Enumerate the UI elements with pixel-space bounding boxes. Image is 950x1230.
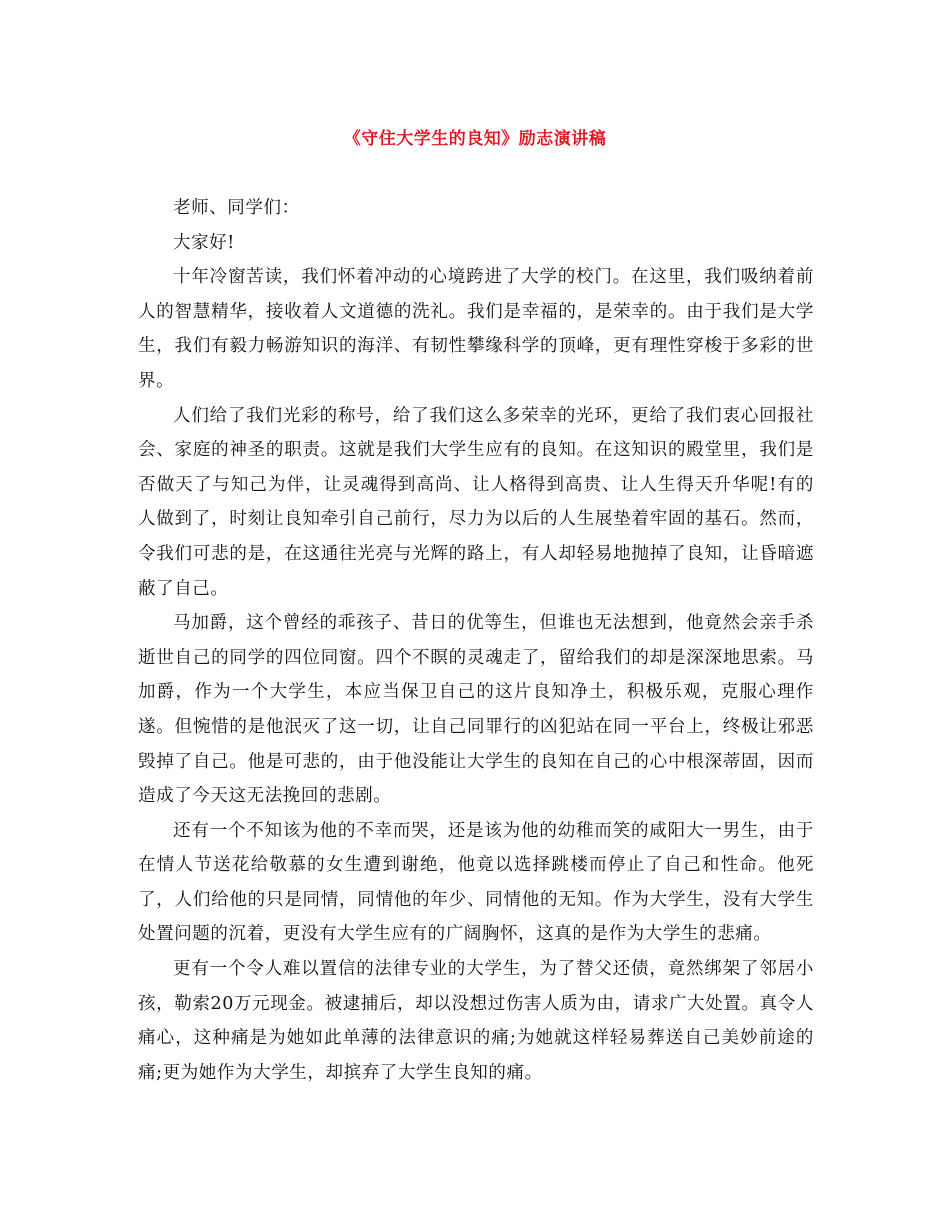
salutation: 老师、同学们：: [173, 198, 300, 218]
paragraph-2: 人们给了我们光彩的称号，给了我们这么多荣幸的光环，更给了我们衷心回报社会、家庭的神圣的职责。这就是我们大学生应有的良知。在这知识的殿堂里，我们是否做天了与知己为伴，让灵魂得到高尚、让人格得到高贵、让人生得天升华呢!有的人做到了，时刻让良知牵引自己前行，尽力为以后的人生展垫着牢固的基石。然而，令我们可悲的是，在这通往光亮与光辉的路上，有人却轻易地抛掉了良知，让昏暗遮蔽了自己。: [138, 405, 814, 599]
paragraph-3: 马加爵，这个曾经的乖孩子、昔日的优等生，但谁也无法想到，他竟然会亲手杀逝世自己的同学的四位同窗。四个不瞑的灵魂走了，留给我们的却是深深地思索。马加爵，作为一个大学生，本应当保卫自己的这片良知净土，积极乐观，克服心理作遂。但惋惜的是他泯灭了这一切，让自己同罪行的凶犯站在同一平台上，终极让邪恶毁掉了自己。他是可悲的，由于他没能让大学生的良知在自己的心中根深蒂固，因而造成了今天这无法挽回的悲剧。: [138, 613, 814, 807]
document-body: [138, 191, 814, 1090]
paragraph-4: 还有一个不知该为他的不幸而哭，还是该为他的幼稚而笑的咸阳大一男生，由于在情人节送花给敬慕的女生遭到谢绝，他竟以选择跳楼而停止了自己和性命。他死了，人们给他的只是同情，同情他的年少、同情他的无知。作为大学生，没有大学生处置问题的沉着，更没有大学生应有的广阔胸怀，这真的是作为大学生的悲痛。: [138, 820, 814, 945]
document-title: 《守住大学生的良知》励志演讲稿: [343, 129, 607, 149]
paragraph-5: 更有一个令人难以置信的法律专业的大学生，为了替父还债，竟然绑架了邻居小孩，勒索20万元现金。被逮捕后，却以没想过伤害人质为由，请求广大处置。真令人痛心，这种痛是为她如此单薄的法律意识的痛;为她就这样轻易葬送自己美妙前途的痛;更为她作为大学生，却摈弃了大学生良知的痛。: [138, 959, 814, 1083]
paragraph-1: 十年冷窗苦读，我们怀着冲动的心境跨进了大学的校门。在这里，我们吸纳着前人的智慧精华，接收着人文道德的洗礼。我们是幸福的，是荣幸的。由于我们是大学生，我们有毅力畅游知识的海洋、有韧性攀缘科学的顶峰，更有理性穿梭于多彩的世界。: [138, 267, 814, 391]
greeting: 大家好!: [173, 232, 235, 253]
